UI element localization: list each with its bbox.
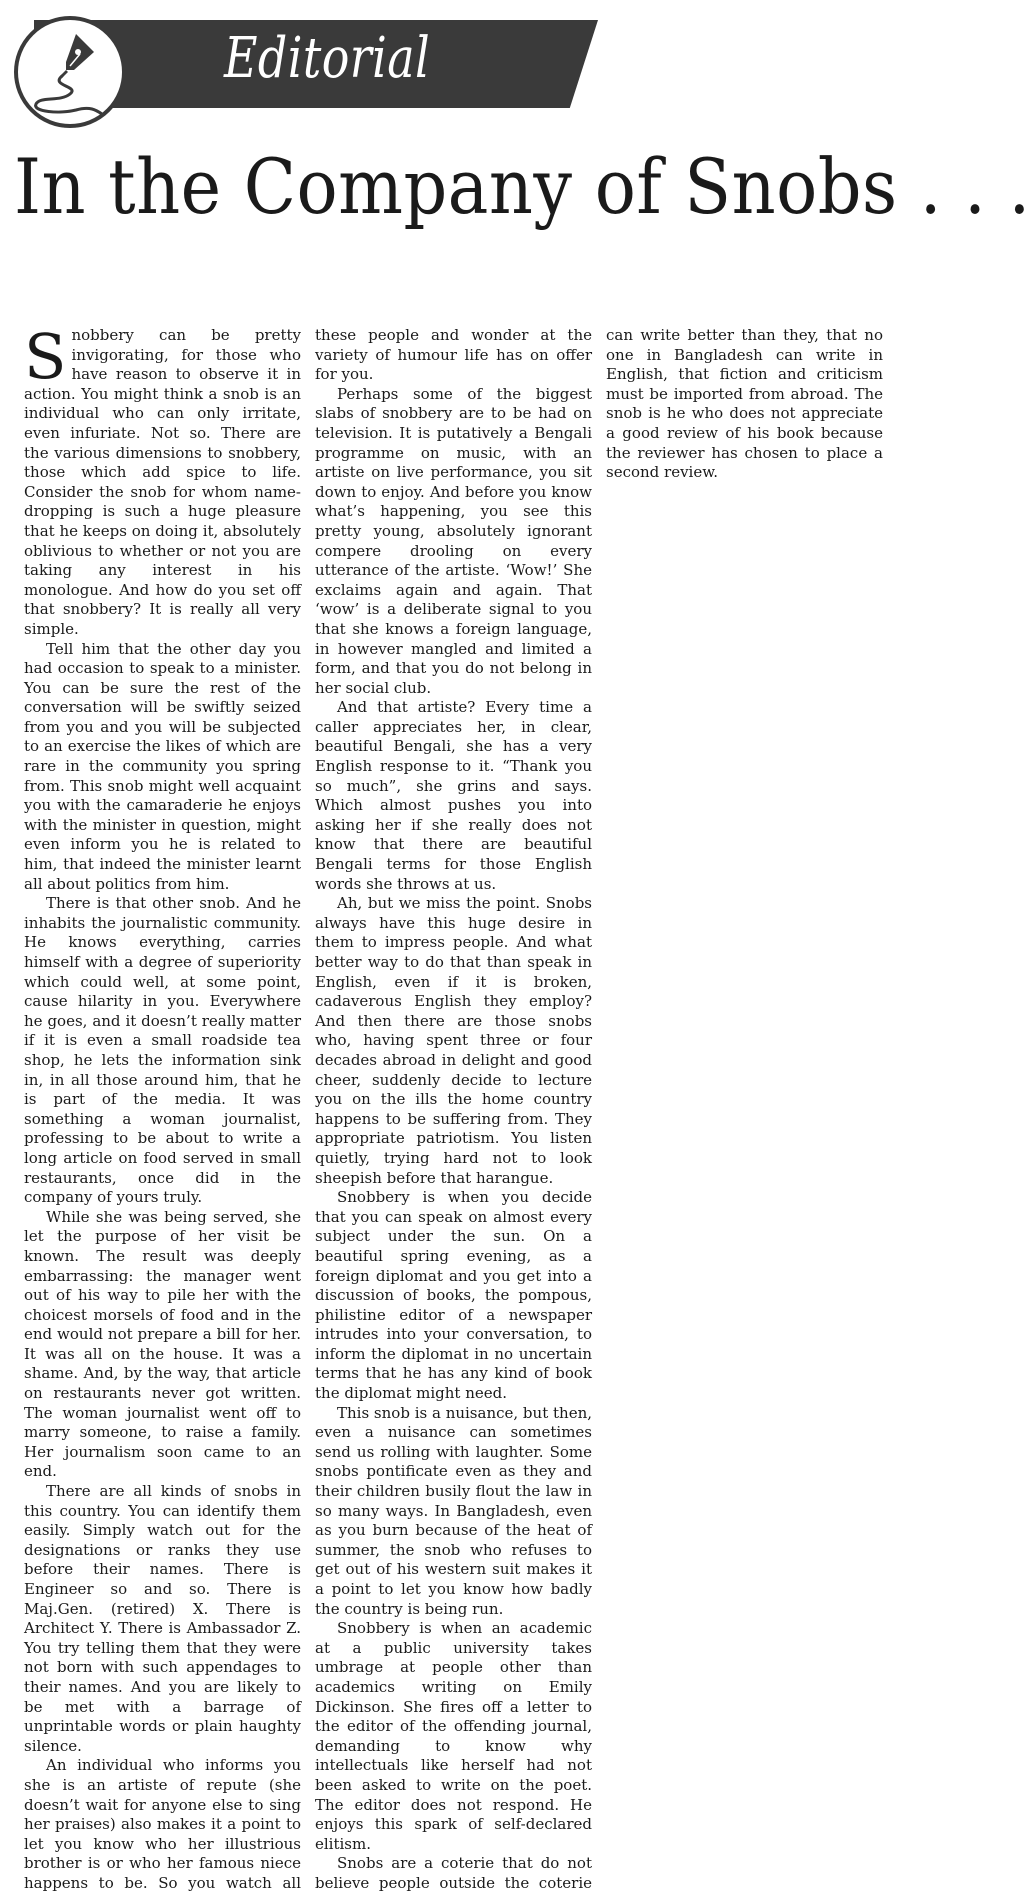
article-paragraph: Snobbery is when you decide that you can speak on almost every subject under the sun. On a beautiful spring evening, as a foreign diplomat and you get into a discussion of books, the pompous, philistine editor of a newspaper intrudes into your conversation, to inform the diplomat in no uncertain terms that he has any kind of book the diplomat might need. — [315, 1188, 592, 1403]
article-paragraph: Snobs are a coterie that do not believe people outside the coterie can write better than they, that no one in Bangladesh can write in English, that fiction and criticism must be imported from abroad. The snob is he who does not appreciate a good review of his book because the reviewer has chosen to place a second review. — [315, 326, 883, 1892]
paragraph-text: nobbery can be pretty invigorating, for those who have reason to observe it in action. You might think a snob is an individual who can only irritate, even infuriate. Not so. There are the various dimensions to snobbery, those which add spice to life. Consider the snob for whom name-dropping is such a huge pleasure that he keeps on doing it, absolutely oblivious to whether or not you are taking any interest in his monologue. And how do you set off that snobbery? It is really all very simple. — [24, 326, 301, 638]
article-paragraph: This snob is a nuisance, but then, even a nuisance can sometimes send us rolling with laughter. Some snobs pontificate even as they and their children busily flout the law in so many ways. In Bangladesh, even as you burn because of the heat of summer, the snob who refuses to get out of his western suit makes it a point to let you know how badly the country is being run. — [315, 1403, 592, 1618]
article-paragraph: An individual who informs you she is an artiste of repute (she doesn’t wait for anyone else to sing her praises) also makes it a point to let you know who her illustrious brother is or who her famous niece happens to be. So you watch all these people and wonder at the variety of humour life has on offer for you. — [24, 326, 592, 1892]
headline-text: In the Company of Snobs . . . — [14, 142, 1031, 231]
article-paragraph: Tell him that the other day you had occasion to speak to a minister. You can be sure the rest of the conversation will be swiftly seized from you and you will be subjected to an exercise the likes of which are rare in the community you spring from. This snob might well acquaint you with the camaraderie he enjoys with the minister in question, might even inform you he is related to him, that indeed the minister learnt all about politics from him. — [24, 639, 301, 893]
article-headline — [14, 142, 1031, 231]
pen-nib-icon — [30, 30, 114, 118]
article-body — [24, 320, 883, 1896]
article-paragraph: There is that other snob. And he inhabits the journalistic community. He knows everything, carries himself with a degree of superiority which could well, at some point, cause hilarity in you. Everywhere he goes, and it doesn’t really matter if it is even a small roadside tea shop, he lets the information sink in, in all those around him, that he is part of the media. It was something a woman journalist, professing to be about to write a long article on food served in small restaurants, once did in the company of yours truly. — [24, 894, 301, 1207]
article-paragraph: Snobbery is when an academic at a public university takes umbrage at people other than academics writing on Emily Dickinson. She fires off a letter to the editor of the offending journal, demanding to know why intellectuals like herself had not been asked to write on the poet. The editor does not respond. He enjoys this spark of self-declared elitism. — [315, 1619, 592, 1853]
article-paragraph: Perhaps some of the biggest slabs of snobbery are to be had on television. It is putatively a Bengali programme on music, with an artiste on live performance, you sit down to enjoy. And before you know what’s happening, you see this pretty young, absolutely ignorant compere drooling on every utterance of the artiste. ‘Wow!’ She exclaims again and again. That ‘wow’ is a deliberate signal to you that she knows a foreign language, in however mangled and limited a form, and that you do not belong in her social club. — [315, 384, 592, 697]
section-title: Editorial — [224, 26, 431, 91]
pen-nib-logo — [14, 16, 126, 128]
article-paragraph: There are all kinds of snobs in this country. You can identify them easily. Simply watch out for the designations or ranks they use before their names. There is Engineer so and so. There is Maj.Gen. (retired) X. There is Architect Y. There is Ambassador Z. You try telling them that they were not born with such appendages to their names. And you are likely to be met with a barrage of unprintable words or plain haughty silence. — [24, 1482, 301, 1755]
article-paragraph: And that artiste? Every time a caller appreciates her, in clear, beautiful Bengali, she has a very English response to it. “Thank you so much”, she grins and says. Which almost pushes you into asking her if she really does not know that there are beautiful Bengali terms for those English words she throws at us. — [315, 698, 592, 893]
article-paragraph: While she was being served, she let the purpose of her visit be known. The result was deeply embarrassing: the manager went out of his way to pile her with the choicest morsels of food and in the end would not prepare a bill for her. It was all on the house. It was a shame. And, by the way, that article on restaurants never got written. The woman journalist went off to marry someone, to raise a family. Her journalism soon came to an end. — [24, 1207, 301, 1481]
article-paragraph — [24, 320, 301, 640]
drop-cap: S — [24, 320, 67, 393]
editorial-banner — [14, 16, 598, 126]
article-paragraph: Ah, but we miss the point. Snobs always have this huge desire in them to impress people. And what better way to do that than speak in English, even if it is broken, cadaverous English they employ? And then there are those snobs who, having spent three or four decades abroad in delight and good cheer, suddenly decide to lecture you on the ills the home country happens to be suffering from. They appropriate patriotism. You listen quietly, trying hard not to look sheepish before that harangue. — [315, 894, 592, 1187]
